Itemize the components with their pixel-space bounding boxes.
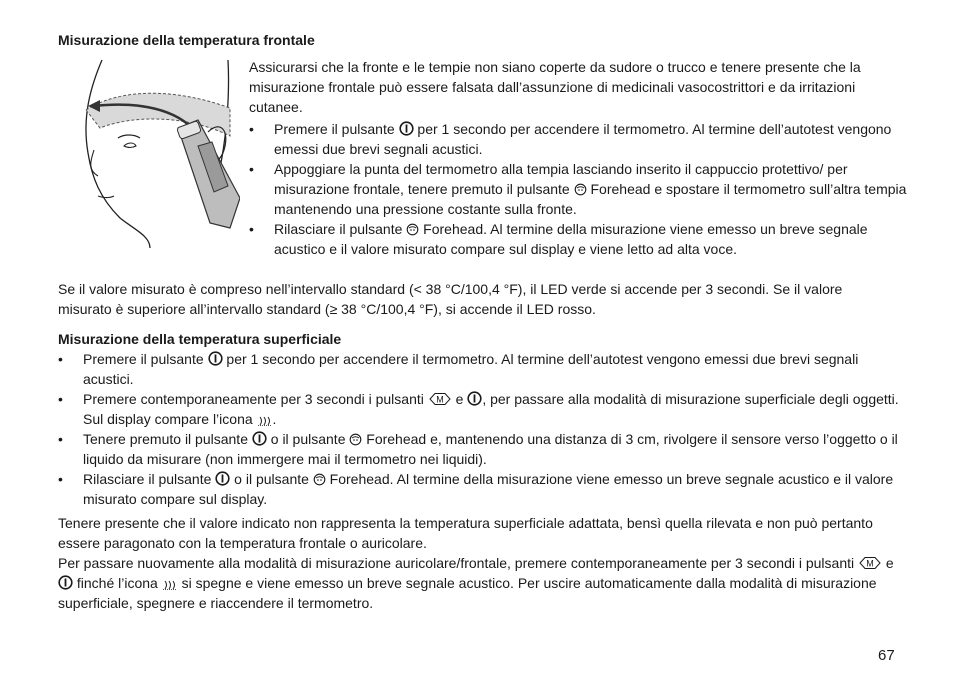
surface-steps-list — [58, 349, 903, 509]
step-text: Appoggiare la punta del termometro alla tempia lasciando inserito il cappuccio protettivo/ per misurazione frontale, tenere premuto il pulsante — [274, 161, 848, 197]
list-item — [58, 429, 903, 469]
forehead-button-icon — [313, 473, 326, 486]
surface-mode-icon — [257, 414, 273, 426]
list-item — [58, 349, 903, 389]
step-text: per 1 secondo per accendere il termometro. Al termine dell’autotest vengono emessi due brevi segnali acustici. — [274, 121, 892, 157]
step-text: Forehead e, mantenendo una distanza di 3 cm, rivolgere il sensore verso l’oggetto o il liquido da misurare (non immergere mai il termometro nei liquidi). — [83, 431, 898, 467]
step-text: Premere il pulsante — [83, 351, 208, 367]
mode-button-icon — [428, 392, 452, 406]
mode-button-icon — [858, 556, 882, 570]
list-item — [58, 389, 903, 429]
surface-mode-icon — [162, 578, 178, 590]
bullet: • — [249, 121, 254, 137]
note-text: e — [882, 555, 894, 571]
forehead-button-icon — [406, 223, 419, 236]
power-button-icon — [252, 431, 267, 446]
list-item — [249, 119, 909, 159]
forehead-intro-text: Assicurarsi che la fronte e le tempie non siano coperte da sudore o trucco e tenere presente che la misurazione frontale può essere falsata dall’assunzione di medicinali vasocostrittori e da irritazioni cutanee. — [249, 59, 861, 115]
step-text: Premere contemporaneamente per 3 secondi i pulsanti — [83, 391, 428, 407]
step-text: Forehead. Al termine della misurazione viene emesso un breve segnale acustico e il valore misurato compare sul display. — [83, 471, 894, 507]
list-item — [249, 159, 909, 219]
bullet: • — [58, 351, 63, 367]
step-text: o il pulsante — [230, 471, 313, 487]
mode-button-letter: M — [436, 394, 444, 405]
step-text: Rilasciare il pulsante — [274, 221, 407, 237]
return-mode-text — [58, 553, 903, 613]
bullet: • — [58, 431, 63, 447]
forehead-measurement-illustration — [80, 58, 240, 248]
power-button-icon — [399, 121, 414, 136]
bullet: • — [249, 161, 254, 177]
forehead-button-icon — [574, 183, 587, 196]
led-note-text: Se il valore misurato è compreso nell’intervallo standard (< 38 °C/100,4 °F), il LED verde si accende per 3 secondi. Se il valore misurato è superiore all’intervallo standard (≥ 38 °C/100,4 °F), si accende il LED rosso. — [58, 281, 843, 317]
step-text: Forehead. Al termine della misurazione viene emesso un breve segnale acustico e il valore misurato compare sul display e viene letto ad alta voce. — [274, 221, 868, 257]
note-text: si spegne e viene emesso un breve segnale acustico. Per uscire automaticamente dalla modalità di misurazione superficiale, spegnere e riaccendere il termometro. — [58, 575, 877, 611]
section-heading-surface: Misurazione della temperatura superficiale — [58, 331, 342, 347]
step-text: Rilasciare il pulsante — [83, 471, 216, 487]
note-text: Per passare nuovamente alla modalità di misurazione auricolare/frontale, premere contemporaneamente per 3 secondi i pulsanti — [58, 555, 858, 571]
list-item — [249, 219, 909, 259]
bullet: • — [58, 391, 63, 407]
list-item — [58, 469, 903, 509]
forehead-button-icon — [349, 433, 362, 446]
step-text: . — [272, 411, 277, 427]
step-text: Tenere premuto il pulsante — [83, 431, 252, 447]
power-button-icon — [467, 391, 482, 406]
step-text: per 1 secondo per accendere il termometro. Al termine dell’autotest vengono emessi due brevi segnali acustici. — [83, 351, 859, 387]
mode-button-letter: M — [866, 558, 874, 569]
step-text: Forehead e spostare il termometro sull’altra tempia mantenendo una pressione costante sulla fronte. — [274, 181, 907, 217]
note-text: finché l’icona — [73, 575, 162, 591]
power-button-icon — [215, 471, 230, 486]
power-button-icon — [208, 351, 223, 366]
surface-note-text: Tenere presente che il valore indicato non rappresenta la temperatura superficiale adattata, bensì quella rilevata e non può pertanto essere paragonato con la temperatura frontale o auricolare. — [58, 515, 873, 551]
step-text: o il pulsante — [266, 431, 350, 447]
step-text: Premere il pulsante — [274, 121, 399, 137]
step-text: , per passare alla modalità di misurazione superficiale degli oggetti. Sul display compare l’icona — [83, 391, 899, 427]
bullet: • — [58, 471, 63, 487]
section-heading-forehead: Misurazione della temperatura frontale — [58, 32, 315, 48]
page-number: 67 — [878, 647, 895, 664]
step-text: e — [451, 391, 468, 407]
power-button-icon — [58, 575, 73, 590]
bullet: • — [249, 221, 254, 237]
forehead-steps-list — [249, 119, 909, 259]
